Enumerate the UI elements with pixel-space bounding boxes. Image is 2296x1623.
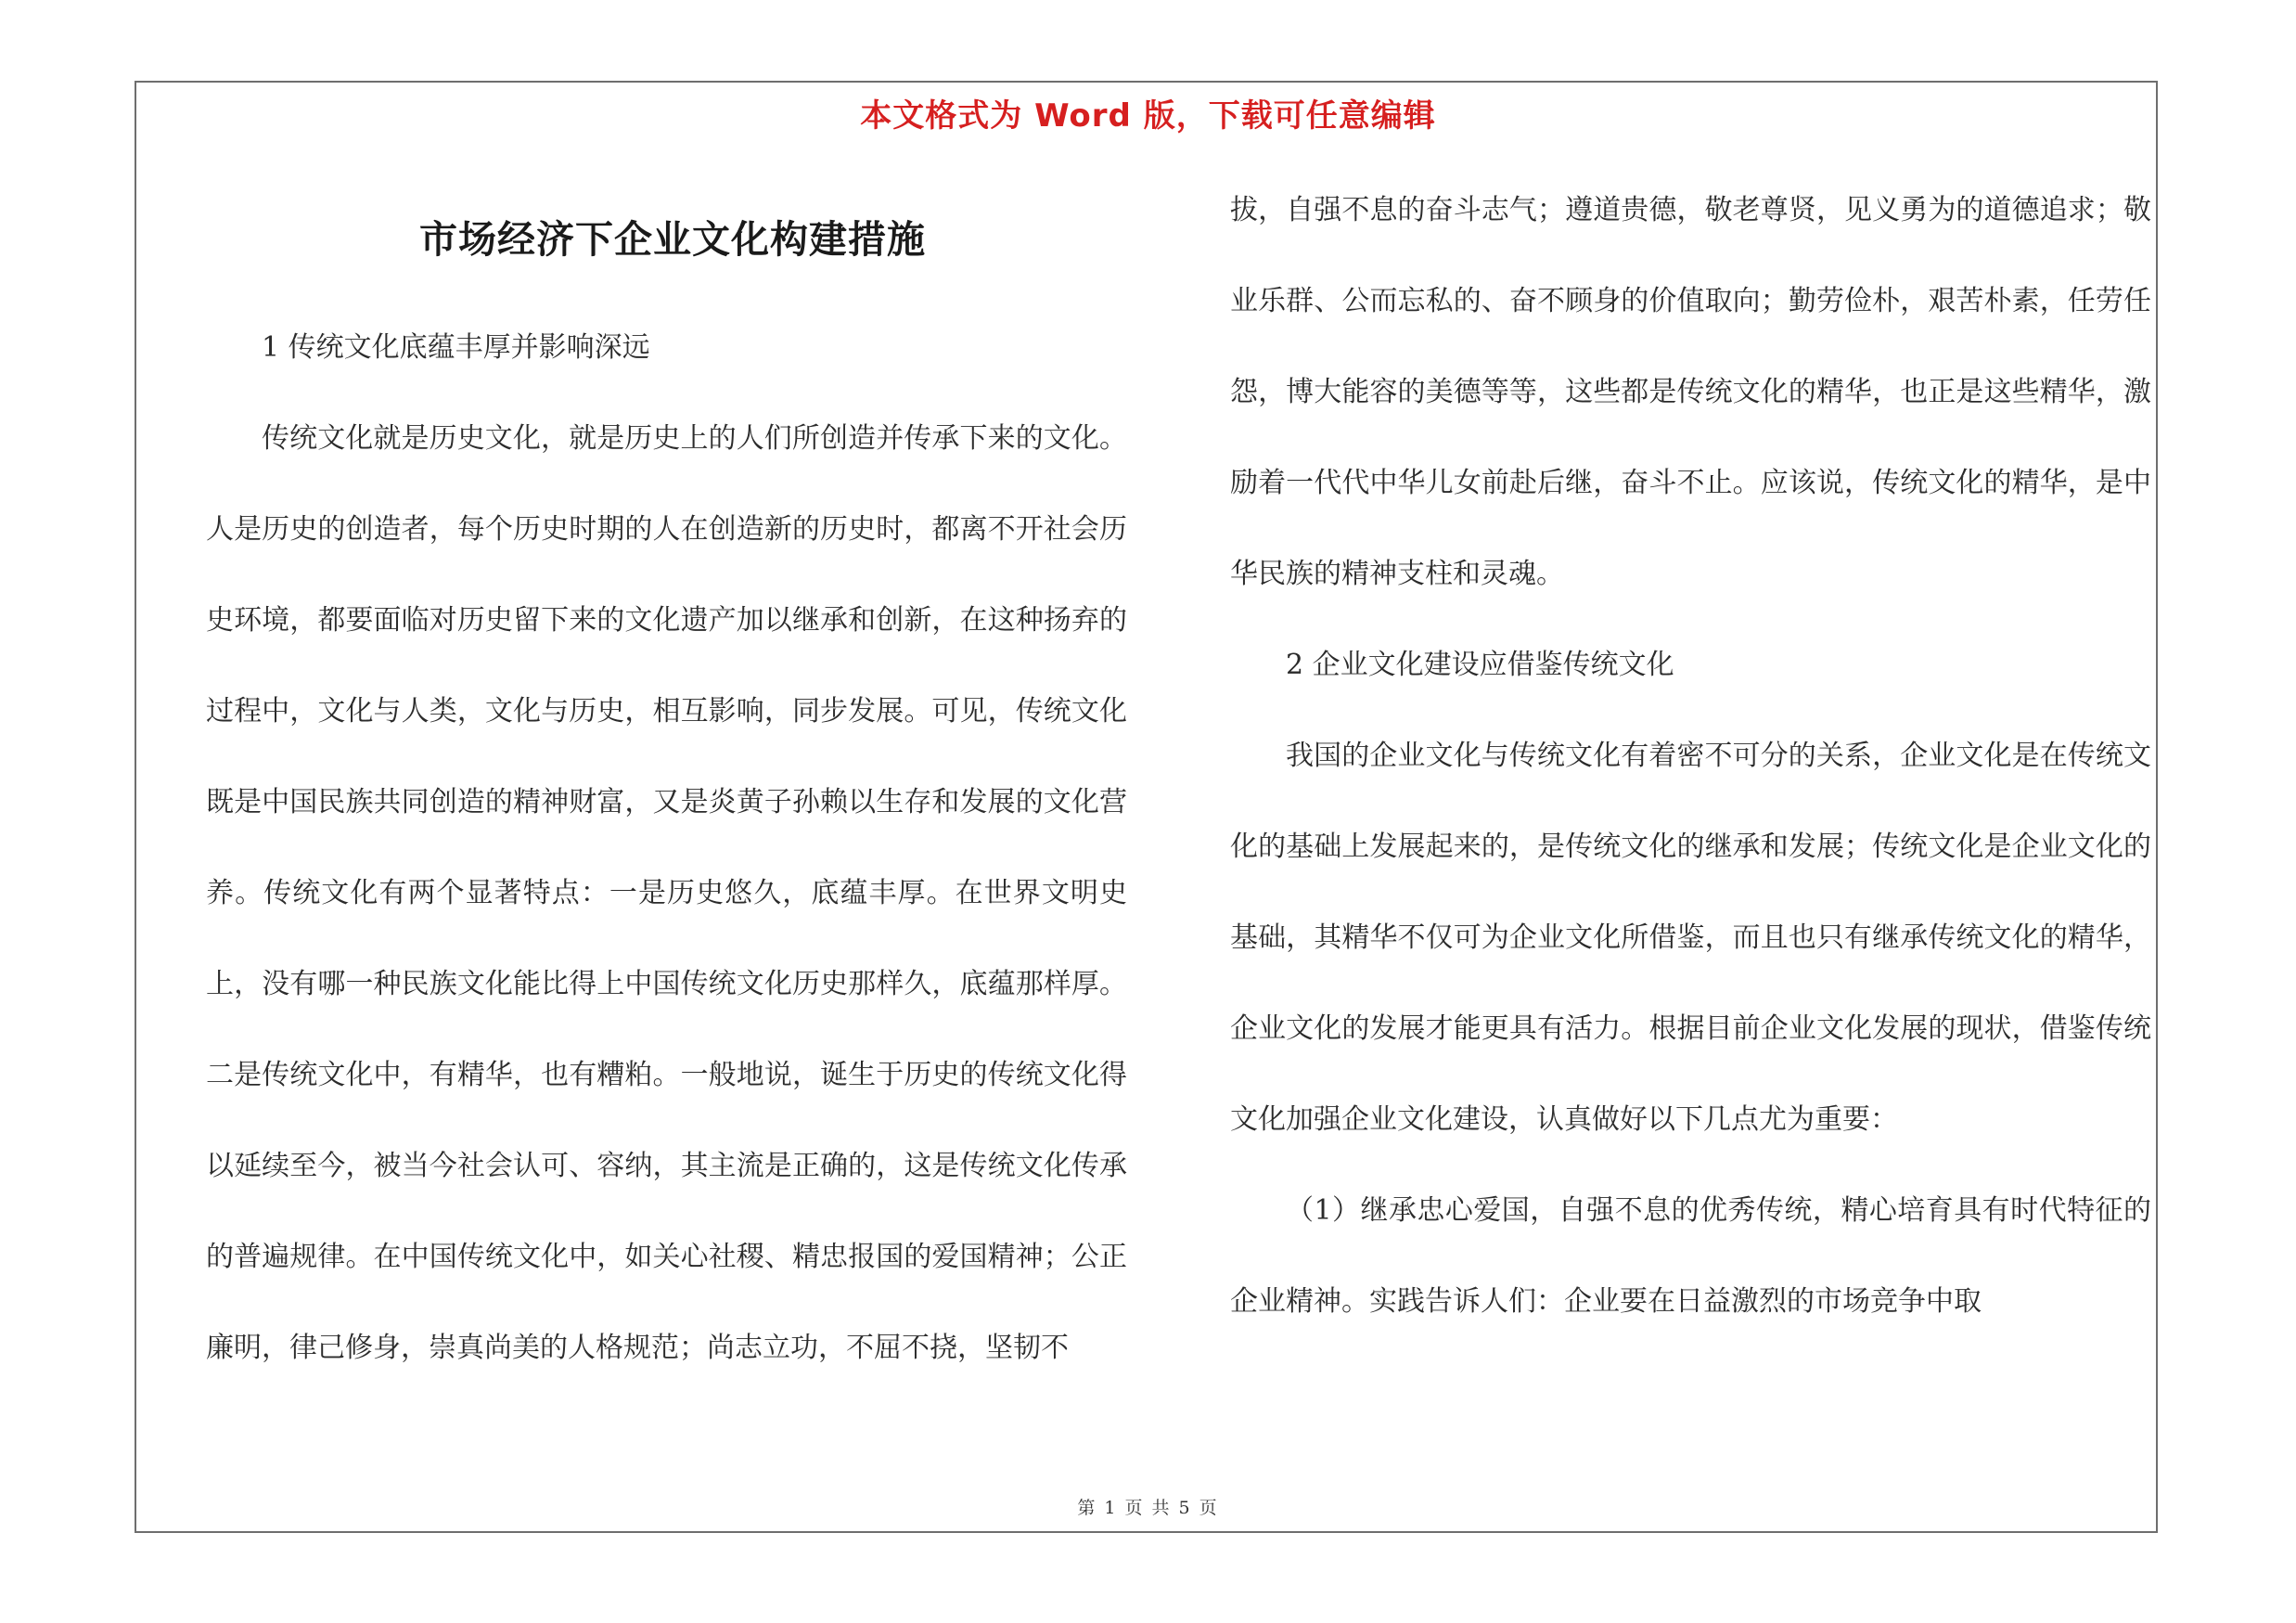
right-column (1230, 165, 2151, 1347)
format-banner: 本文格式为 Word 版，下载可任意编辑 (860, 97, 1436, 135)
section-heading-2: 2 企业文化建设应借鉴传统文化 (1286, 649, 1674, 681)
left-column (206, 303, 1127, 1394)
section-heading-1: 1 传统文化底蕴丰厚并影响深远 (262, 331, 650, 364)
paragraph-enterprise-culture: 我国的企业文化与传统文化有着密不可分的关系，企业文化是在传统文化的基础上发展起来的，是传统文化的继承和发展；传统文化是企业文化的基础，其精华不仅可为企业文化所借鉴，而且也只有继承传统文化的精华，企业文化的发展才能更具有活力。根据目前企业文化发展的现状，借鉴传统文化加强企业文化建设，认真做好以下几点尤为重要： (1230, 740, 2151, 1136)
document-title: 市场经济下企业文化构建措施 (419, 217, 926, 262)
paragraph-point-1: （1）继承忠心爱国，自强不息的优秀传统，精心培育具有时代特征的企业精神。实践告诉人们：企业要在日益激烈的市场竞争中取 (1230, 1194, 2151, 1318)
paragraph-traditional-culture: 传统文化就是历史文化，就是历史上的人们所创造并传承下来的文化。人是历史的创造者，每个历史时期的人在创造新的历史时，都离不开社会历史环境，都要面临对历史留下来的文化遗产加以继承和创新，在这种扬弃的过程中，文化与人类，文化与历史，相互影响，同步发展。可见，传统文化既是中国民族共同创造的精神财富，又是炎黄子孙赖以生存和发展的文化营养。传统文化有两个显著特点：一是历史悠久，底蕴丰厚。在世界文明史上，没有哪一种民族文化能比得上中国传统文化历史那样久，底蕴那样厚。二是传统文化中，有精华，也有糟粕。一般地说，诞生于历史的传统文化得以延续至今，被当今社会认可、容纳，其主流是正确的，这是传统文化传承的普遍规律。在中国传统文化中，如关心社稷、精忠报国的爱国精神；公正廉明，律己修身，崇真尚美的人格规范；尚志立功，不屈不挠，坚韧不 (206, 422, 1127, 1364)
page-number-footer: 第 1 页 共 5 页 (1077, 1498, 1219, 1518)
paragraph-continuation: 拔，自强不息的奋斗志气；遵道贵德，敬老尊贤，见义勇为的道德追求；敬业乐群、公而忘私的、奋不顾身的价值取向；勤劳俭朴，艰苦朴素，任劳任怨，博大能容的美德等等，这些都是传统文化的精华，也正是这些精华，激励着一代代中华儿女前赴后继，奋斗不止。应该说，传统文化的精华，是中华民族的精神支柱和灵魂。 (1230, 194, 2151, 590)
